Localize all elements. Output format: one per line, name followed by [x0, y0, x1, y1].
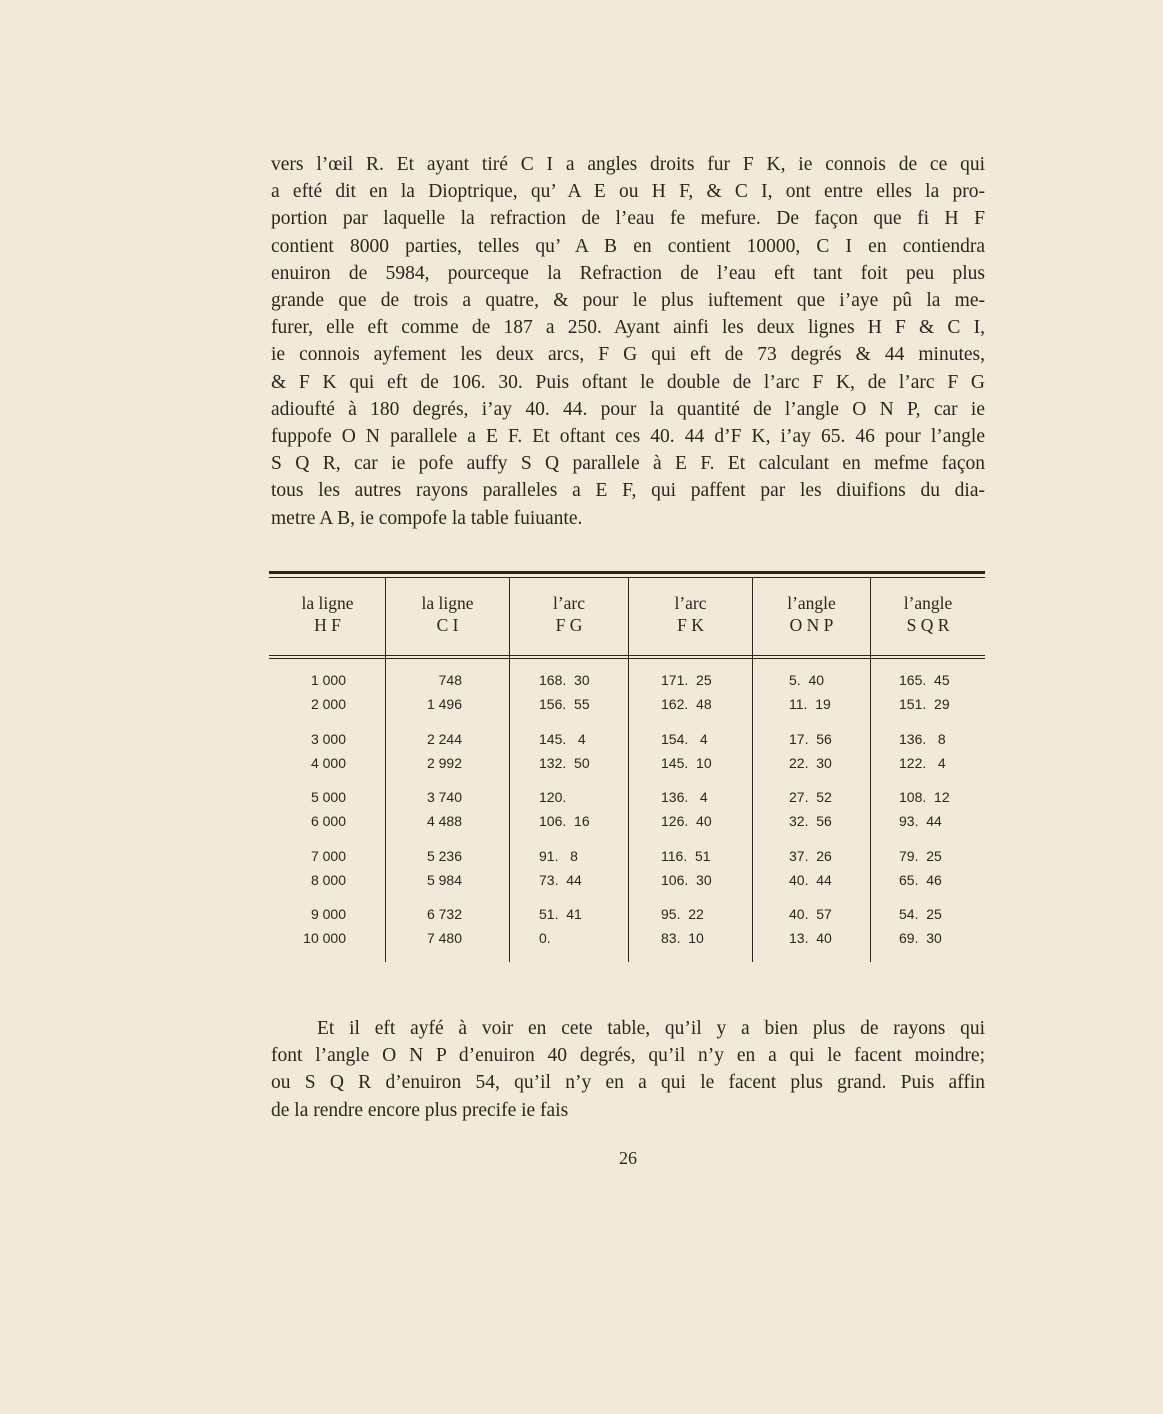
table-cell: 1 496	[426, 696, 462, 712]
table-cell: 145. 4	[539, 731, 586, 747]
table-cell: 2 992	[426, 755, 462, 771]
table-cell: 32. 56	[789, 813, 832, 829]
table-cell: 154. 4	[661, 731, 708, 747]
table-cell: 108. 12	[899, 789, 950, 805]
table-cell: 9 000	[310, 906, 346, 922]
table-cell: 132. 50	[539, 755, 590, 771]
column-header	[871, 592, 985, 636]
table-cell: 6 000	[310, 813, 346, 829]
table-cell: 0.	[539, 930, 551, 946]
header-line: la ligne	[421, 593, 474, 613]
table-cell: 162. 48	[661, 696, 712, 712]
text-line: & F K qui eft de 106. 30. Puis oftant le double de l’arc F K, de l’arc F G	[271, 371, 985, 393]
text-line: portion par laquelle la refraction de l’eau fe mefure. De façon que fi H F	[271, 208, 985, 230]
text-line: font l’angle O N P d’enuiron 40 degrés, qu’il n’y en a qui le facent moindre;	[271, 1045, 985, 1067]
text-line: enuiron de 5984, pourceque la Refraction de l’eau eft tant foit peu plus	[271, 262, 985, 284]
table-cell: 2 000	[310, 696, 346, 712]
column-header	[629, 592, 752, 636]
header-line: la ligne	[301, 593, 354, 613]
table-cell: 40. 44	[789, 872, 832, 888]
text-line: S Q R, car ie pofe auffy S Q parallele à E F. Et calculant en mefme façon	[271, 453, 985, 475]
table-cell: 116. 51	[661, 848, 711, 864]
header-line: l’arc	[674, 593, 707, 613]
text-line: de la rendre encore plus precife ie fais	[271, 1099, 569, 1121]
column-header	[753, 592, 870, 636]
page-number: 26	[619, 1148, 637, 1168]
table-cell: 5 236	[426, 848, 462, 864]
header-line: C I	[436, 615, 459, 635]
table-cell: 10 000	[303, 930, 346, 946]
header-line: F K	[677, 615, 704, 635]
table-cell: 5 984	[426, 872, 462, 888]
text-line: metre A B, ie compofe la table fuiuante.	[271, 507, 583, 529]
table-cell: 40. 57	[789, 906, 832, 922]
header-line: l’angle	[787, 593, 836, 613]
table-cell: 748	[438, 672, 462, 688]
table-cell: 65. 46	[899, 872, 942, 888]
table-cell: 122. 4	[899, 755, 946, 771]
table-cell: 69. 30	[899, 930, 942, 946]
header-rule	[269, 655, 985, 656]
table-cell: 3 740	[426, 789, 462, 805]
table-cell: 1 000	[310, 672, 346, 688]
header-line: l’angle	[903, 593, 953, 613]
table-cell: 37. 26	[789, 848, 832, 864]
column-header	[510, 592, 628, 636]
table-cell: 91. 8	[539, 848, 578, 864]
table-cell: 22. 30	[789, 755, 832, 771]
table-cell: 27. 52	[789, 789, 832, 805]
header-rule-double	[269, 658, 985, 659]
column-header	[270, 592, 385, 636]
text-line: ou S Q R d’enuiron 54, qu’il n’y en a qui le facent plus grand. Puis affin	[271, 1072, 985, 1094]
table-cell: 8 000	[310, 872, 346, 888]
text-line: Et il eft ayfé à voir en cete table, qu’il y a bien plus de rayons qui	[317, 1018, 985, 1039]
table-top-rule-thin	[269, 577, 985, 578]
table-top-rule	[269, 571, 985, 574]
table-cell: 83. 10	[661, 930, 704, 946]
text-line: contient 8000 parties, telles qu’ A B en contient 10000, C I en contiendra	[271, 235, 985, 257]
paragraph-text	[271, 1015, 985, 1124]
text-line: ie connois ayfement les deux arcs, F G qui eft de 73 degrés & 44 minutes,	[271, 344, 985, 366]
table-cell: 4 488	[426, 813, 462, 829]
table-cell: 4 000	[310, 755, 346, 771]
table-cell: 5. 40	[789, 672, 825, 688]
text-line: furer, elle eft comme de 187 a 250. Ayant ainfi les deux lignes H F & C I,	[271, 317, 985, 339]
table-cell: 5 000	[310, 789, 346, 805]
table-cell: 136. 4	[661, 789, 708, 805]
table-cell: 168. 30	[539, 672, 590, 688]
text-line: a efté dit en la Dioptrique, qu’ A E ou H F, & C I, ont entre elles la pro-	[271, 181, 985, 203]
table-cell: 6 732	[426, 906, 462, 922]
table-cell: 171. 25	[661, 672, 712, 688]
header-line: l’arc	[552, 593, 586, 613]
table-cell: 95. 22	[661, 906, 704, 922]
header-line: S Q R	[906, 615, 950, 635]
text-line: tous les autres rayons paralleles a E F, qui paffent par les diuifions du dia-	[271, 480, 985, 502]
table-cell: 3 000	[310, 731, 346, 747]
table-cell: 73. 44	[539, 872, 582, 888]
table-cell: 11. 19	[789, 696, 831, 712]
table-cell: 2 244	[426, 731, 462, 747]
table-cell: 136. 8	[899, 731, 946, 747]
text-line: vers l’œil R. Et ayant tiré C I a angles droits fur F K, ie connois de ce qui	[271, 154, 985, 175]
header-line: O N P	[789, 615, 834, 635]
text-line: grande que de trois a quatre, & pour le plus iuftement que i’aye pû la me-	[271, 290, 985, 312]
table-cell: 120.	[539, 789, 567, 805]
table-cell: 165. 45	[899, 672, 950, 688]
header-line: F G	[555, 615, 583, 635]
table-cell: 54. 25	[899, 906, 942, 922]
table-cell: 93. 44	[899, 813, 942, 829]
table-cell: 51. 41	[539, 906, 582, 922]
text-line: adioufté à 180 degrés, i’ay 40. 44. pour la quantité de l’angle O N P, car ie	[271, 398, 985, 420]
paragraph-text	[271, 151, 985, 532]
column-header	[386, 592, 509, 636]
table-cell: 126. 40	[661, 813, 712, 829]
table-cell: 106. 16	[539, 813, 590, 829]
table-cell: 7 000	[310, 848, 346, 864]
table-cell: 156. 55	[539, 696, 590, 712]
table-cell: 106. 30	[661, 872, 712, 888]
text-line: fuppofe O N parallele a E F. Et oftant ces 40. 44 d’F K, i’ay 65. 46 pour l’angle	[271, 426, 985, 448]
table-cell: 145. 10	[661, 755, 712, 771]
table-cell: 13. 40	[789, 930, 832, 946]
table-cell: 79. 25	[899, 848, 942, 864]
table-cell: 17. 56	[789, 731, 832, 747]
header-line: H F	[314, 615, 341, 635]
table-cell: 7 480	[426, 930, 462, 946]
table-cell: 151. 29	[899, 696, 950, 712]
